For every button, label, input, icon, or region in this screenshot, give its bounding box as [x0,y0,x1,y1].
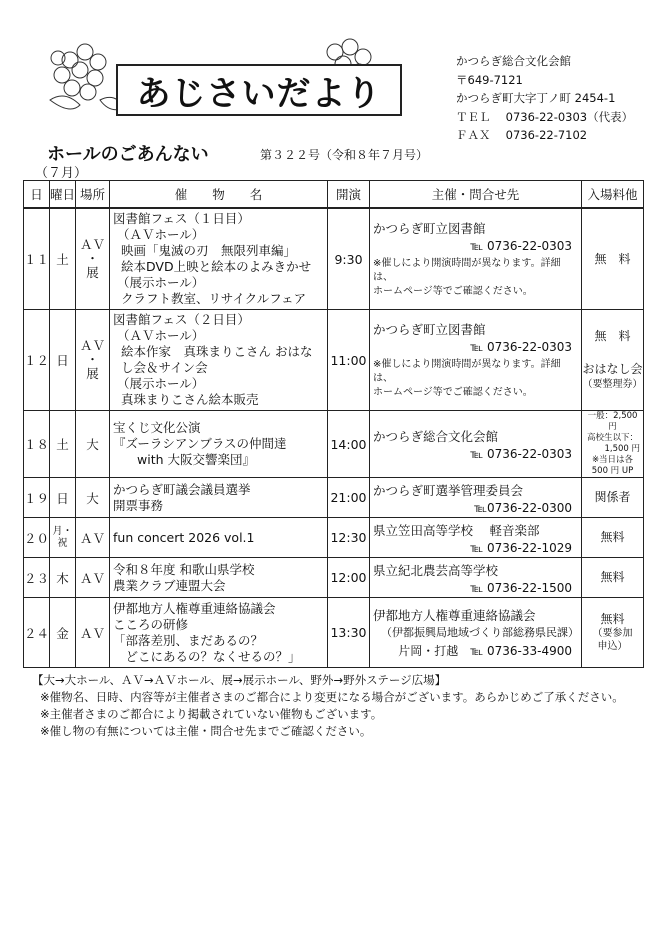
day-cell: ２３ [24,558,50,598]
sponsor-cell: かつらぎ総合文化会館 ℡ 0736-22-0303 [370,411,582,478]
table-row [24,598,644,668]
sponsor-cell: 県立笠田高等学校 軽音楽部 ℡ 0736-22-1029 [370,518,582,558]
sponsor-cell: 伊都地方人権尊重連絡協議会 （伊都振興局地域づくり部総務県民課） 片岡・打越 ℡ 0736-33-4900 [370,598,582,668]
day-cell: １８ [24,411,50,478]
organization-info [456,52,633,145]
table-row [24,518,644,558]
table-row [24,478,644,518]
org-fax: ＦＡＸ 0736-22-7102 [456,128,588,142]
col-fee: 入場料他 [582,181,644,209]
event-cell: 伊都地方人権尊重連絡協議会 こころの研修 「部落差別、まだあるの？ どこにあるの？なくせるの？」 [110,598,328,668]
venue-cell: ＡＶ ・ 展 [76,310,110,411]
col-day: 日 [24,181,50,209]
weekday-cell: 月・祝 [50,518,76,558]
page-title: ホールのごあんない [47,144,209,165]
newsletter-logo [40,30,380,120]
org-address: かつらぎ町大字丁ノ町 2454-1 [456,91,616,105]
day-cell: １１ [24,208,50,310]
month-label: （７月） [35,166,88,181]
fee-cell: 一般：2,500 円 高校生以下： 1,500 円 ※当日は各 500 円 UP [582,411,644,478]
time-cell: 12:00 [328,558,370,598]
fee-cell: 無料 [582,518,644,558]
event-cell: 宝くじ文化公演 『ズーラシアンブラスの仲間達 with 大阪交響楽団』 [110,411,328,478]
fee-cell: 無料 （要参加 申込） [582,598,644,668]
venue-cell: ＡＶ [76,598,110,668]
sponsor-cell: 県立紀北農芸高等学校 ℡ 0736-22-1500 [370,558,582,598]
legend-notes [32,672,624,740]
day-cell: ２０ [24,518,50,558]
issue-number: 第３２２号（令和８年７月号） [260,148,429,162]
weekday-cell: 木 [50,558,76,598]
time-cell: 14:00 [328,411,370,478]
org-postal: 〒649-7121 [456,72,523,87]
fee-cell: 無 料 おはなし会 （要整理券） [582,310,644,411]
venue-cell: ＡＶ [76,518,110,558]
table-row [24,558,644,598]
fee-cell: 無 料 [582,208,644,310]
event-cell: 図書館フェス（２日目） （ＡＶホール） 絵本作家 真珠まりこさん おはな し会＆サイン会 （展示ホール） 真珠まりこさん絵本販売 [110,310,328,411]
weekday-cell: 金 [50,598,76,668]
time-cell: 9:30 [328,208,370,310]
time-cell: 12:30 [328,518,370,558]
venue-cell: 大 [76,478,110,518]
note-line: ※催物名、日時、内容等が主催者さまのご都合により変更になる場合がございます。あらかじめご了承ください。 [40,690,624,704]
event-cell: かつらぎ町議会議員選挙 開票事務 [110,478,328,518]
time-cell: 21:00 [328,478,370,518]
note-line: ※主催者さまのご都合により掲載されていない催物もございます。 [40,707,383,721]
col-sponsor: 主催・問合せ先 [370,181,582,209]
event-cell: fun concert 2026 vol.1 [110,518,328,558]
venue-legend: 【大→大ホール、ＡＶ→ＡＶホール、展→展示ホール、野外→野外ステージ広場】 [32,673,447,687]
sponsor-cell: かつらぎ町選挙管理委員会 ℡0736-22-0300 [370,478,582,518]
venue-cell: 大 [76,411,110,478]
day-cell: ２４ [24,598,50,668]
note-line: ※催し物の有無については主催・問合せ先までご確認ください。 [40,724,372,738]
day-cell: １９ [24,478,50,518]
fee-cell: 関係者 [582,478,644,518]
col-time: 開演 [328,181,370,209]
time-cell: 13:30 [328,598,370,668]
col-weekday: 曜日 [50,181,76,209]
fee-cell: 無料 [582,558,644,598]
sponsor-cell: かつらぎ町立図書館 ℡ 0736-22-0303 ※催しにより開演時間が異なります。詳細は、 ホームページ等でご確認ください。 [370,208,582,310]
weekday-cell: 土 [50,208,76,310]
table-row [24,310,644,411]
venue-cell: ＡＶ ・ 展 [76,208,110,310]
org-tel: ＴＥＬ 0736-22-0303（代表） [456,109,634,124]
venue-cell: ＡＶ [76,558,110,598]
weekday-cell: 土 [50,411,76,478]
sponsor-cell: かつらぎ町立図書館 ℡ 0736-22-0303 ※催しにより開演時間が異なります。詳細は、 ホームページ等でご確認ください。 [370,310,582,411]
time-cell: 11:00 [328,310,370,411]
weekday-cell: 日 [50,310,76,411]
event-cell: 図書館フェス（１日目） （ＡＶホール） 映画「鬼滅の刃 無限列車編」 絵本DVD上映と絵本のよみきかせ （展示ホール） クラフト教室、リサイクルフェア [110,208,328,310]
col-event: 催 物 名 [110,181,328,209]
event-cell: 令和８年度 和歌山県学校 農業クラブ連盟大会 [110,558,328,598]
col-venue: 場所 [76,181,110,209]
table-row [24,208,644,310]
table-row [24,411,644,478]
day-cell: １２ [24,310,50,411]
table-header-row [24,181,644,209]
org-name: かつらぎ総合文化会館 [456,54,571,68]
logo-title: あじさいだより [116,64,402,116]
event-table [23,180,644,668]
weekday-cell: 日 [50,478,76,518]
